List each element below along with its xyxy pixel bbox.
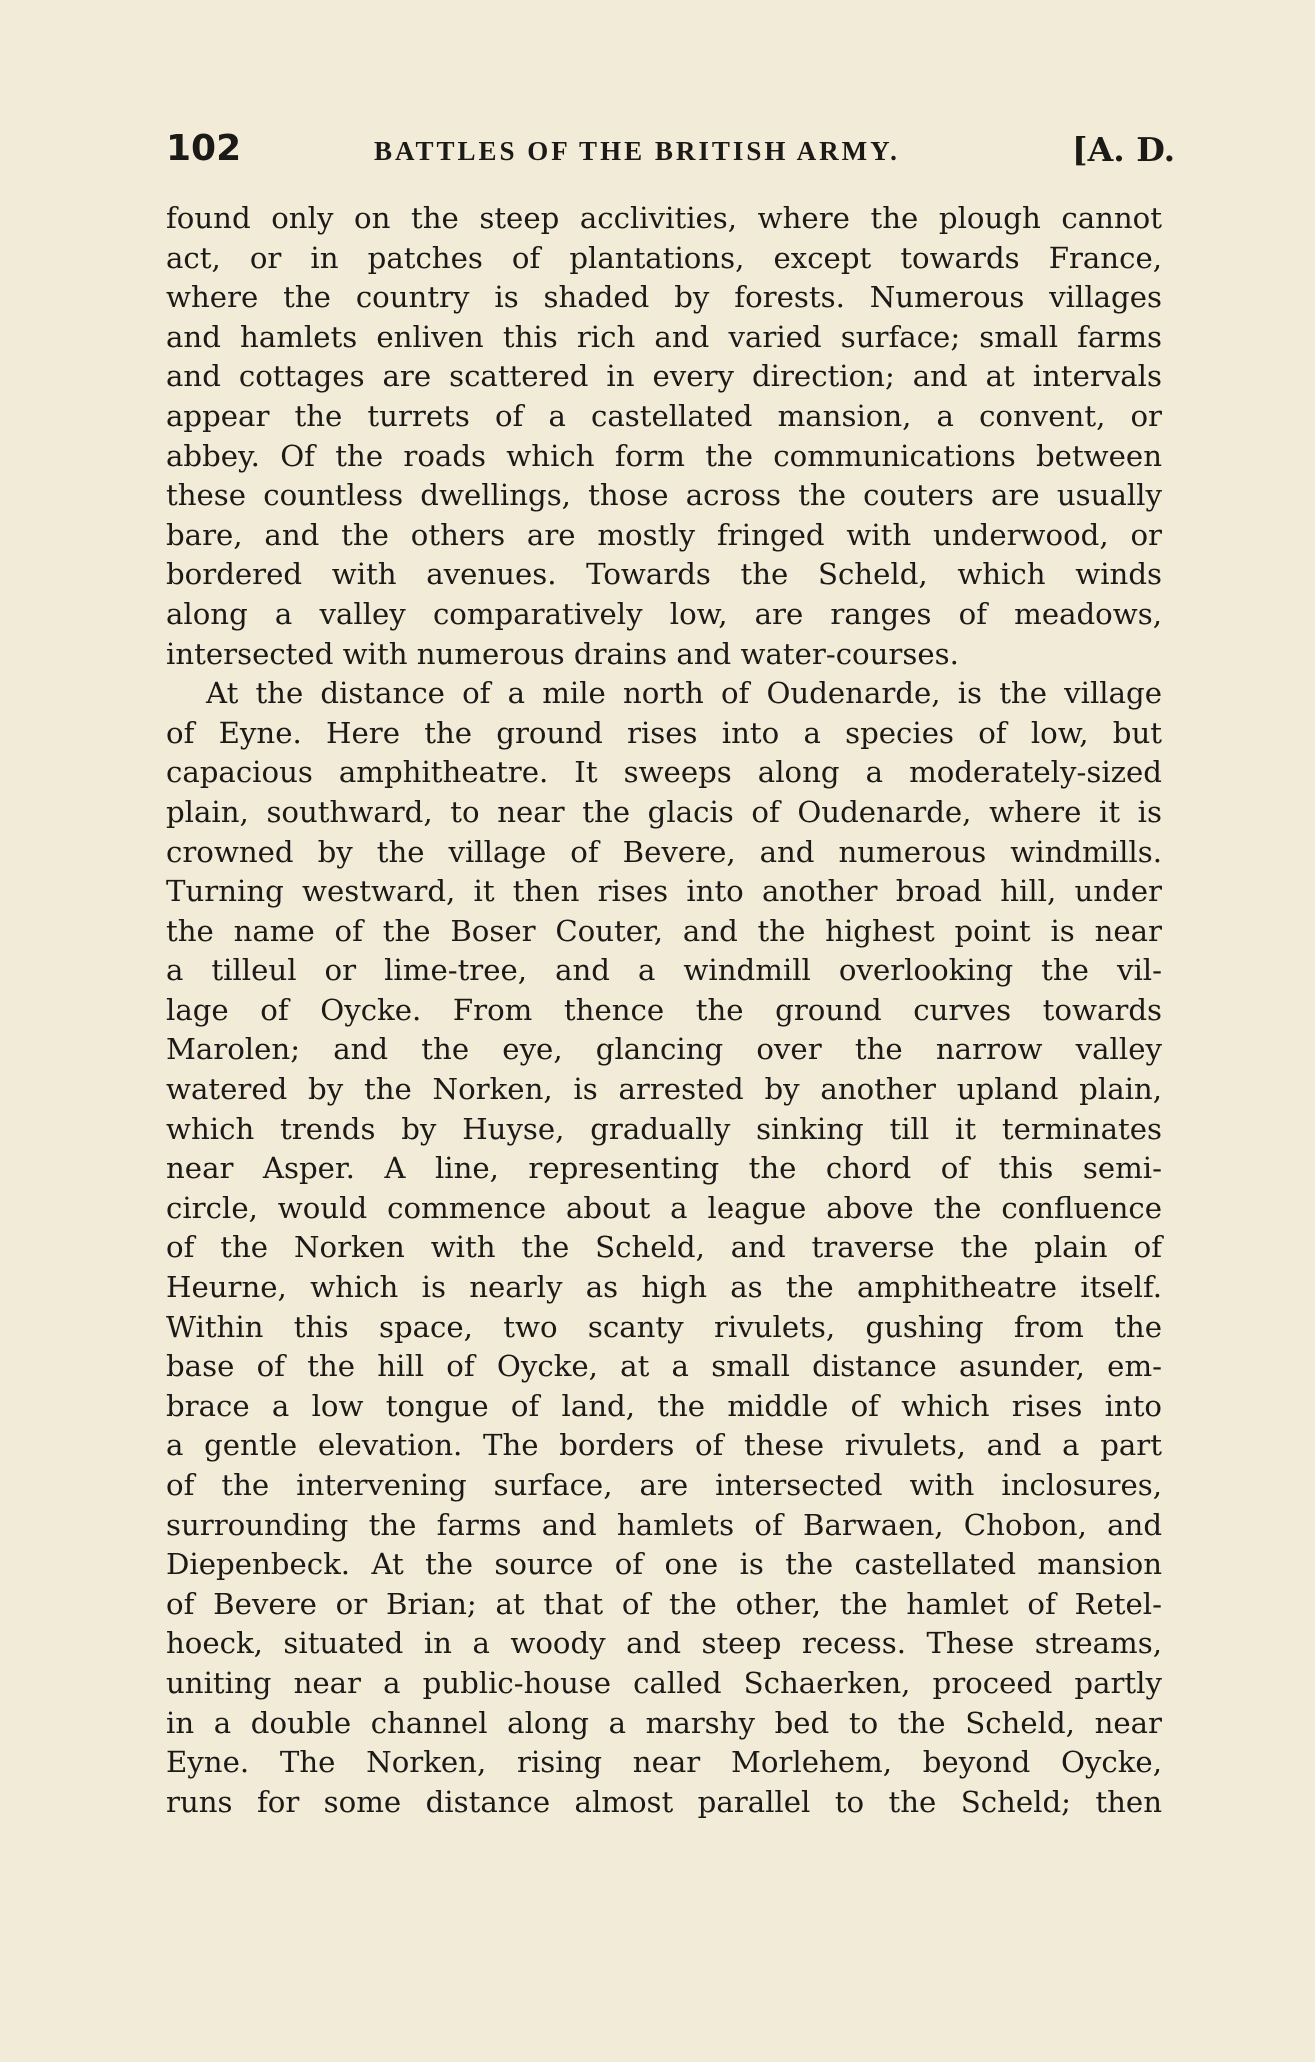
text-line: lage of Oycke. From thence the ground curves towards — [166, 992, 1162, 1027]
page-number: 102 — [166, 128, 242, 169]
text-line: Eyne. The Norken, rising near Morlehem, beyond Oycke, — [166, 1745, 1162, 1780]
page-header — [166, 128, 1176, 180]
text-line: of the Norken with the Scheld, and traverse the plain of — [166, 1230, 1162, 1265]
text-line: Turning westward, it then rises into another broad hill, under — [166, 874, 1162, 909]
text-line: which trends by Huyse, gradually sinking till it terminates — [166, 1111, 1162, 1146]
text-line: capacious amphitheatre. It sweeps along a moderately-sized — [166, 755, 1162, 790]
text-line: Heurne, which is nearly as high as the amphitheatre itself. — [166, 1270, 1162, 1305]
text-line: Diepenbeck. At the source of one is the castellated mansion — [166, 1547, 1162, 1582]
text-line: bordered with avenues. Towards the Scheld, which winds — [166, 557, 1162, 592]
text-line: the name of the Boser Couter, and the highest point is near — [166, 913, 1162, 948]
text-line: uniting near a public-house called Schaerken, proceed partly — [166, 1665, 1162, 1700]
text-line: At the distance of a mile north of Oudenarde, is the village — [206, 676, 1162, 711]
text-line: circle, would commence about a league above the confluence — [166, 1190, 1162, 1225]
text-line: where the country is shaded by forests. Numerous villages — [166, 280, 1162, 315]
text-line: these countless dwellings, those across the couters are usually — [166, 478, 1162, 513]
text-line: of Eyne. Here the ground rises into a species of low, but — [166, 715, 1162, 750]
text-line: and hamlets enliven this rich and varied surface; small farms — [166, 319, 1162, 354]
text-line: hoeck, situated in a woody and steep recess. These streams, — [166, 1626, 1162, 1661]
text-line: found only on the steep acclivities, where the plough cannot — [166, 201, 1162, 235]
text-line: intersected with numerous drains and water-courses. — [166, 636, 959, 671]
text-line: plain, southward, to near the glacis of Oudenarde, where it is — [166, 794, 1162, 829]
text-line: along a valley comparatively low, are ranges of meadows, — [166, 596, 1162, 631]
text-line: and cottages are scattered in every direction; and at intervals — [166, 359, 1162, 394]
text-line: runs for some distance almost parallel to the Scheld; then — [166, 1784, 1162, 1819]
text-line: near Asper. A line, representing the chord of this semi- — [166, 1151, 1162, 1186]
text-line: act, or in patches of plantations, except towards France, — [166, 240, 1162, 275]
section-marker: [A. D. — [1072, 130, 1176, 169]
text-line: abbey. Of the roads which form the communications between — [166, 438, 1162, 473]
body-text — [166, 199, 1162, 1822]
text-line: bare, and the others are mostly fringed with underwood, or — [166, 517, 1162, 552]
text-line: of the intervening surface, are intersected with inclosures, — [166, 1468, 1162, 1502]
text-line: crowned by the village of Bevere, and numerous windmills. — [166, 834, 1162, 869]
text-line: surrounding the farms and hamlets of Barwaen, Chobon, and — [166, 1507, 1162, 1542]
text-line: appear the turrets of a castellated mansion, a convent, or — [166, 398, 1162, 433]
text-line: brace a low tongue of land, the middle of which rises into — [166, 1388, 1162, 1423]
running-title: BATTLES OF THE BRITISH ARMY. — [374, 136, 900, 166]
text-line: a gentle elevation. The borders of these rivulets, and a part — [166, 1428, 1162, 1463]
text-line: in a double channel along a marshy bed to the Scheld, near — [166, 1705, 1162, 1740]
text-line: Within this space, two scanty rivulets, gushing from the — [166, 1309, 1162, 1344]
text-line: watered by the Norken, is arrested by another upland plain, — [166, 1072, 1162, 1107]
text-line: base of the hill of Oycke, at a small distance asunder, em- — [166, 1349, 1162, 1384]
text-line: a tilleul or lime-tree, and a windmill overlooking the vil- — [166, 953, 1162, 988]
text-line: of Bevere or Brian; at that of the other, the hamlet of Retel- — [166, 1586, 1162, 1621]
text-line: Marolen; and the eye, glancing over the narrow valley — [166, 1032, 1162, 1067]
